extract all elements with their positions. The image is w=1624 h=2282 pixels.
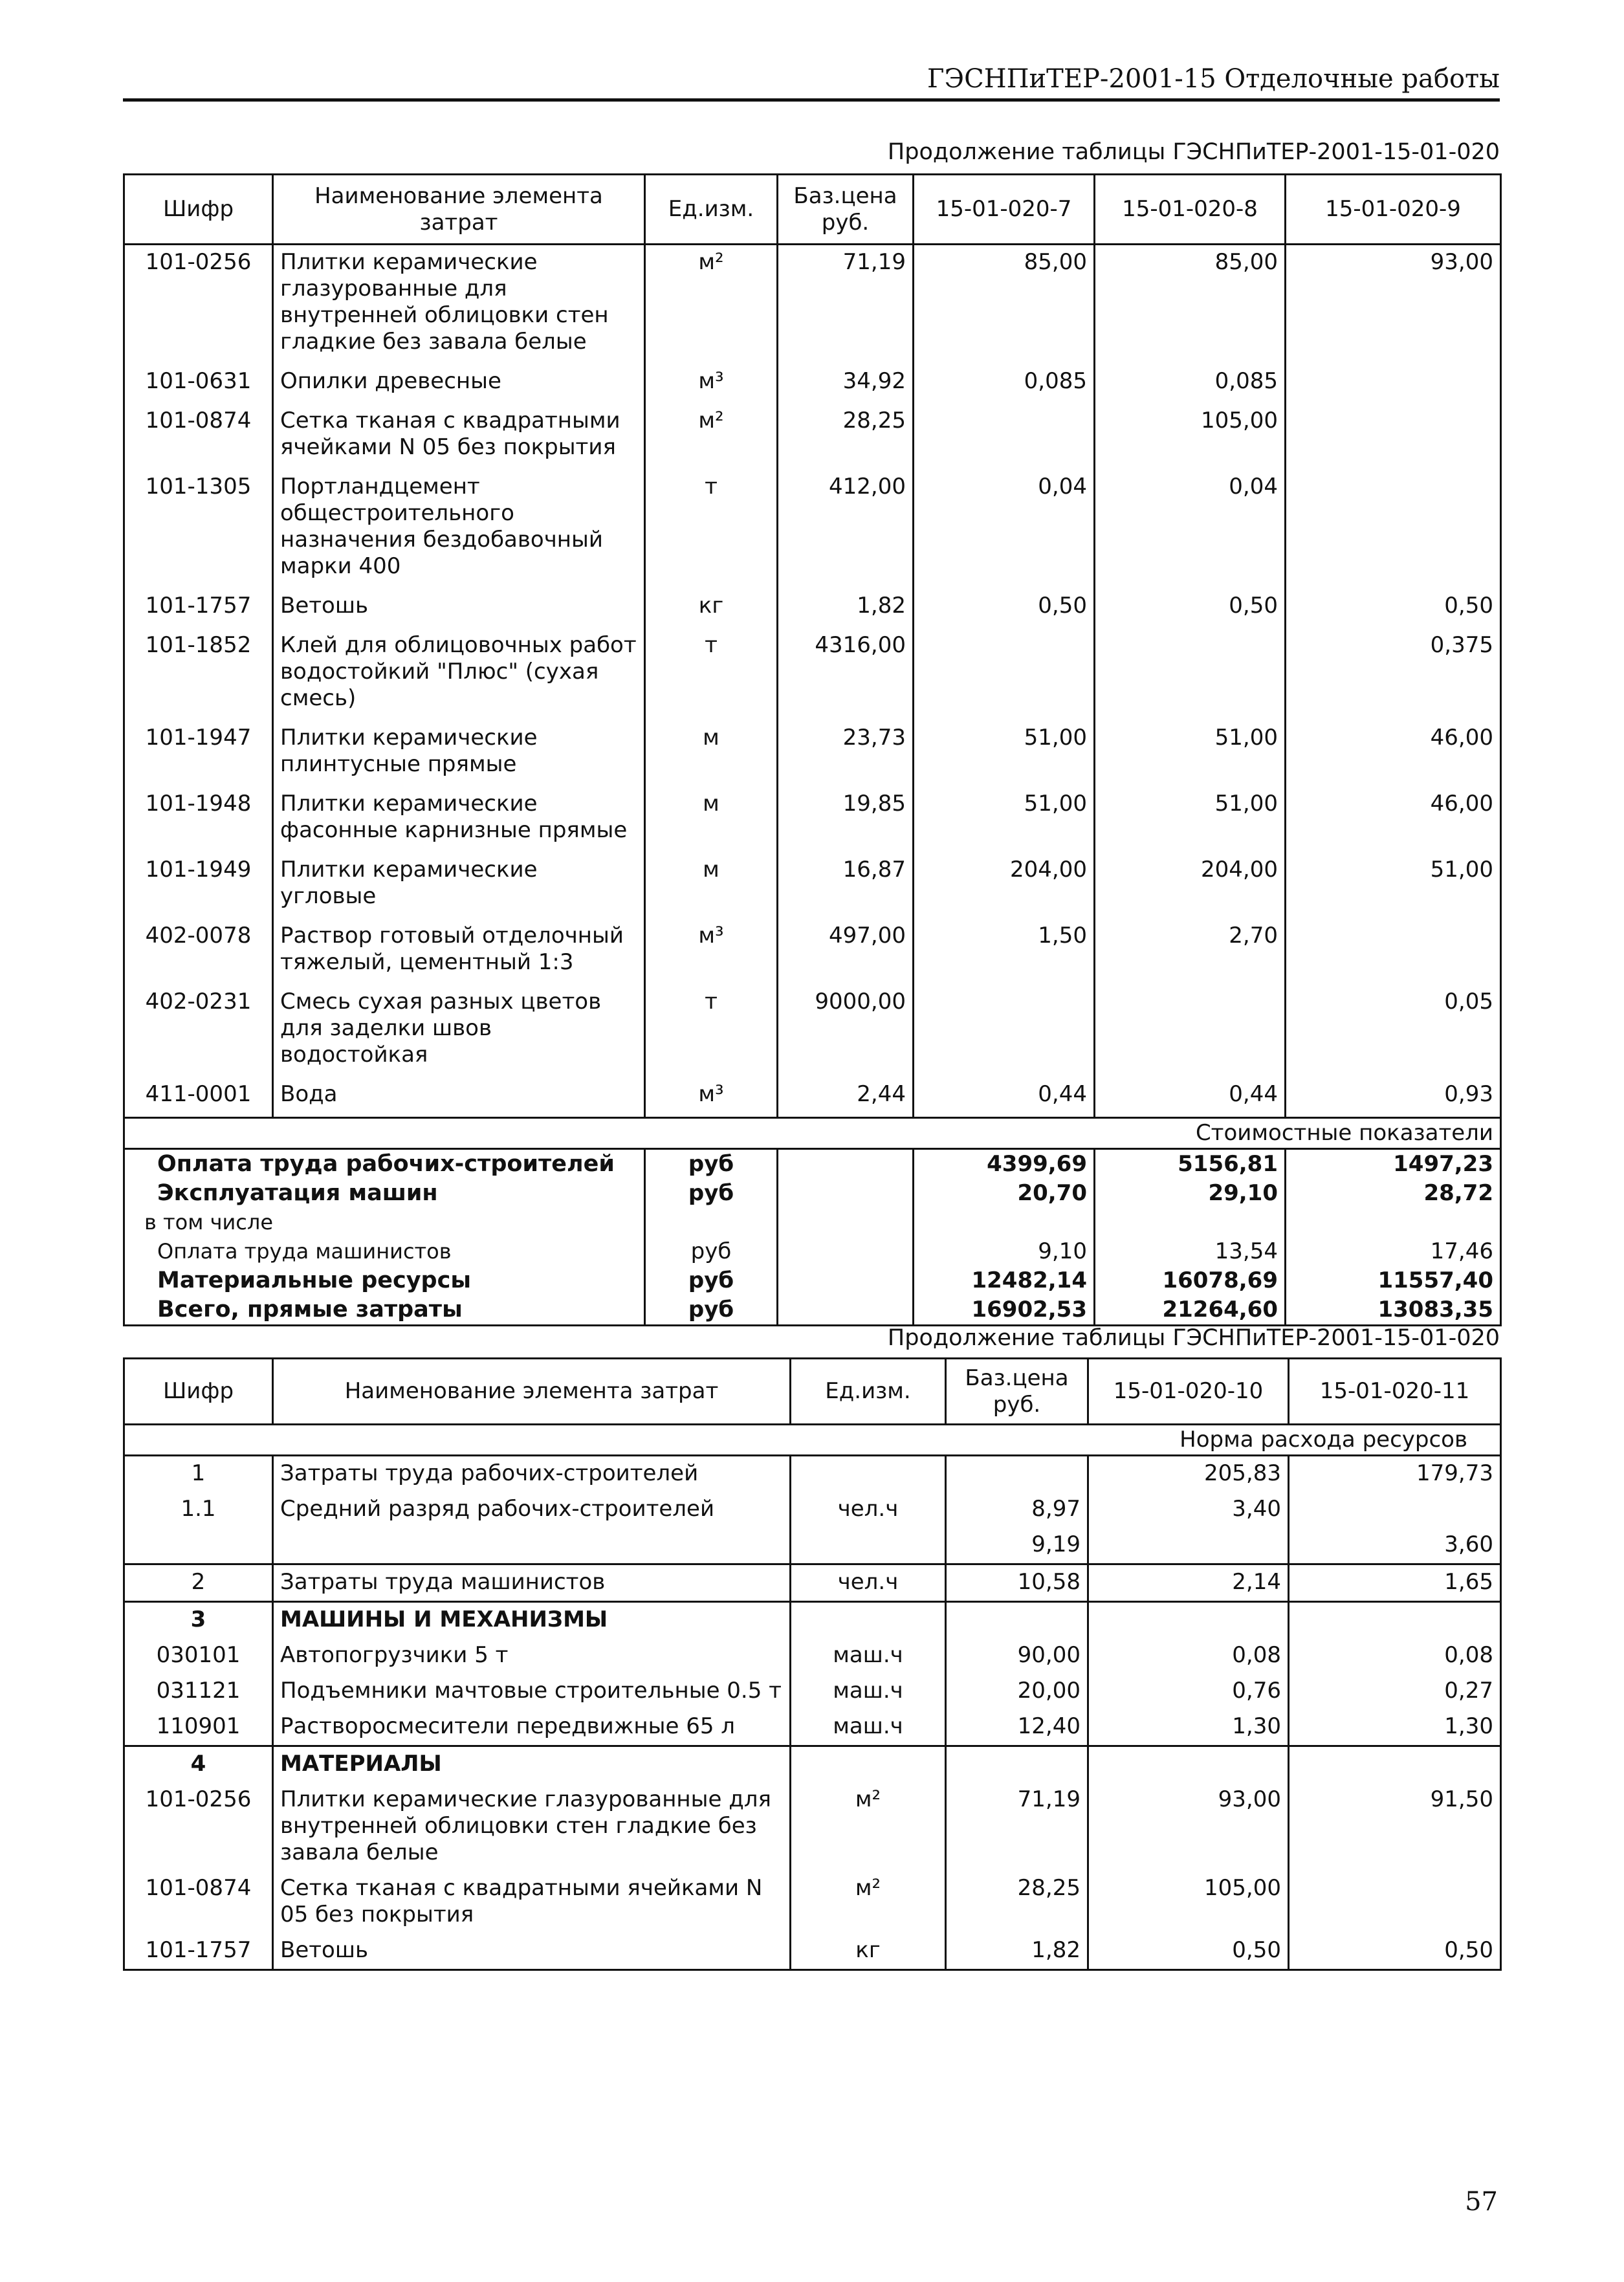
summary-value: 17,46 [1286, 1237, 1501, 1266]
resource-unit: чел.ч [791, 1492, 946, 1528]
resource-unit: кг [645, 589, 778, 628]
table-row [124, 1746, 1501, 1783]
norm-value: 105,00 [1088, 1871, 1289, 1933]
summary-value [1286, 1208, 1501, 1237]
resource-code: 110901 [124, 1709, 273, 1746]
norm-value [1289, 1871, 1501, 1933]
summary-value: 9,10 [914, 1237, 1095, 1266]
base-price: 90,00 [946, 1638, 1088, 1674]
table-row [124, 1492, 1501, 1528]
column-header-norm-7: 15-01-020-7 [914, 175, 1095, 245]
resource-name: Вода [273, 1077, 645, 1118]
table2-caption: Продолжение таблицы ГЭСНПиТЕР-2001-15-01-020 [887, 1325, 1500, 1351]
table1-caption: Продолжение таблицы ГЭСНПиТЕР-2001-15-01-020 [887, 139, 1500, 165]
resource-name: Автопогрузчики 5 т [273, 1638, 791, 1674]
resource-unit [791, 1746, 946, 1783]
resource-unit: м² [791, 1783, 946, 1871]
norm-value: 2,70 [1095, 919, 1286, 985]
norm-value [914, 628, 1095, 721]
norm-value [1286, 404, 1501, 470]
resource-name [273, 1528, 791, 1564]
norm-value: 0,375 [1286, 628, 1501, 721]
norm-value: 0,27 [1289, 1674, 1501, 1709]
base-price: 497,00 [778, 919, 914, 985]
resource-code: 101-1949 [124, 853, 273, 919]
norm-value: 1,30 [1289, 1709, 1501, 1746]
norm-value: 51,00 [1286, 853, 1501, 919]
summary-value [914, 1208, 1095, 1237]
base-price [946, 1746, 1088, 1783]
summary-unit [645, 1208, 778, 1237]
summary-value: 21264,60 [1095, 1295, 1286, 1326]
empty-cell [778, 1208, 914, 1237]
norm-value: 2,14 [1088, 1564, 1289, 1602]
page-header [123, 60, 1500, 102]
resource-name: Смесь сухая разных цветов для заделки швов водостойкая [273, 985, 645, 1077]
table-row [124, 919, 1501, 985]
resource-name: Раствор готовый отделочный тяжелый, цементный 1:3 [273, 919, 645, 985]
base-price: 10,58 [946, 1564, 1088, 1602]
base-price: 1,82 [946, 1933, 1088, 1970]
resource-code: 1 [124, 1456, 273, 1493]
norm-value [914, 985, 1095, 1077]
column-header-unit: Ед.изм. [645, 175, 778, 245]
resource-code: 101-0256 [124, 1783, 273, 1871]
summary-value: 16078,69 [1095, 1266, 1286, 1295]
norm-value: 3,60 [1289, 1528, 1501, 1564]
table-row [124, 853, 1501, 919]
table-row [124, 589, 1501, 628]
norm-value [1088, 1746, 1289, 1783]
norm-value: 0,76 [1088, 1674, 1289, 1709]
norm-value: 46,00 [1286, 721, 1501, 787]
norm-value: 0,08 [1289, 1638, 1501, 1674]
base-price: 2,44 [778, 1077, 914, 1118]
summary-label: Материальные ресурсы [124, 1266, 645, 1295]
resource-unit [791, 1528, 946, 1564]
resource-unit: м³ [645, 919, 778, 985]
norm-value: 85,00 [914, 245, 1095, 365]
base-price: 71,19 [946, 1783, 1088, 1871]
summary-value: 29,10 [1095, 1179, 1286, 1208]
norm-value: 0,04 [914, 470, 1095, 589]
resource-code: 4 [124, 1746, 273, 1783]
resource-name: Подъемники мачтовые строительные 0.5 т [273, 1674, 791, 1709]
norm-value [1286, 919, 1501, 985]
empty-cell [778, 1237, 914, 1266]
base-price: 8,97 [946, 1492, 1088, 1528]
norm-value: 179,73 [1289, 1456, 1501, 1493]
summary-row [124, 1179, 1501, 1208]
section-row [124, 1118, 1501, 1149]
norm-value: 0,50 [1088, 1933, 1289, 1970]
summary-label: Всего, прямые затраты [124, 1295, 645, 1326]
column-header-base-price: Баз.цена руб. [778, 175, 914, 245]
base-price: 412,00 [778, 470, 914, 589]
resource-unit: маш.ч [791, 1638, 946, 1674]
norm-value: 0,05 [1286, 985, 1501, 1077]
table-row [124, 1602, 1501, 1639]
resource-code: 030101 [124, 1638, 273, 1674]
norm-value: 93,00 [1088, 1783, 1289, 1871]
column-header-norm-9: 15-01-020-9 [1286, 175, 1501, 245]
column-header-unit: Ед.изм. [791, 1359, 946, 1425]
page-number: 57 [1465, 2187, 1498, 2217]
summary-label: Эксплуатация машин [124, 1179, 645, 1208]
norm-value: 0,08 [1088, 1638, 1289, 1674]
resource-name: Затраты труда машинистов [273, 1564, 791, 1602]
base-price: 4316,00 [778, 628, 914, 721]
resource-name: Плитки керамические плинтусные прямые [273, 721, 645, 787]
resource-code: 031121 [124, 1674, 273, 1709]
resource-name: МАШИНЫ И МЕХАНИЗМЫ [273, 1602, 791, 1639]
resource-code: 101-0631 [124, 364, 273, 404]
norm-value [1289, 1746, 1501, 1783]
summary-unit: руб [645, 1237, 778, 1266]
norm-value: 1,30 [1088, 1709, 1289, 1746]
norm-value: 0,50 [914, 589, 1095, 628]
norm-value [1286, 470, 1501, 589]
summary-row [124, 1266, 1501, 1295]
resource-code: 1.1 [124, 1492, 273, 1528]
resource-name: Ветошь [273, 589, 645, 628]
column-header-name: Наименование элемента затрат [273, 175, 645, 245]
table-row [124, 470, 1501, 589]
resource-unit [791, 1456, 946, 1493]
summary-row [124, 1149, 1501, 1179]
resource-name: Плитки керамические глазурованные для внутренней облицовки стен гладкие без завала белые [273, 1783, 791, 1871]
base-price: 71,19 [778, 245, 914, 365]
norm-value [1286, 364, 1501, 404]
table-row [124, 1933, 1501, 1970]
resource-unit: м³ [645, 1077, 778, 1118]
summary-label: Оплата труда машинистов [124, 1237, 645, 1266]
norm-value: 51,00 [914, 787, 1095, 853]
norm-value: 46,00 [1286, 787, 1501, 853]
resource-code: 101-0874 [124, 1871, 273, 1933]
resource-table-2 [123, 1357, 1502, 1971]
norm-value: 51,00 [1095, 721, 1286, 787]
norm-value: 91,50 [1289, 1783, 1501, 1871]
resource-name: Плитки керамические фасонные карнизные прямые [273, 787, 645, 853]
norm-value: 105,00 [1095, 404, 1286, 470]
summary-row [124, 1237, 1501, 1266]
norm-value: 3,40 [1088, 1492, 1289, 1528]
resource-name: Сетка тканая с квадратными ячейками N 05 без покрытия [273, 404, 645, 470]
table-row [124, 1871, 1501, 1933]
base-price: 20,00 [946, 1674, 1088, 1709]
resource-name: Затраты труда рабочих-строителей [273, 1456, 791, 1493]
summary-unit: руб [645, 1149, 778, 1179]
norm-value: 204,00 [914, 853, 1095, 919]
summary-unit: руб [645, 1179, 778, 1208]
base-price [946, 1456, 1088, 1493]
resource-table-1 [123, 173, 1502, 1326]
column-header-code: Шифр [124, 1359, 273, 1425]
base-price: 9000,00 [778, 985, 914, 1077]
norm-value: 0,085 [914, 364, 1095, 404]
norm-value: 0,50 [1286, 589, 1501, 628]
summary-row [124, 1295, 1501, 1326]
norm-value: 205,83 [1088, 1456, 1289, 1493]
resource-name: Плитки керамические угловые [273, 853, 645, 919]
summary-value: 4399,69 [914, 1149, 1095, 1179]
resource-unit [791, 1602, 946, 1639]
summary-value: 1497,23 [1286, 1149, 1501, 1179]
norm-value [1088, 1528, 1289, 1564]
resource-unit: м [645, 721, 778, 787]
norm-value: 1,50 [914, 919, 1095, 985]
base-price: 28,25 [778, 404, 914, 470]
resource-code: 2 [124, 1564, 273, 1602]
resource-unit: м² [645, 404, 778, 470]
summary-value [1095, 1208, 1286, 1237]
summary-value: 11557,40 [1286, 1266, 1501, 1295]
summary-row [124, 1208, 1501, 1237]
resource-unit: м³ [645, 364, 778, 404]
table-row [124, 1783, 1501, 1871]
resource-name: МАТЕРИАЛЫ [273, 1746, 791, 1783]
norm-value: 51,00 [1095, 787, 1286, 853]
resource-code: 101-1305 [124, 470, 273, 589]
table-row [124, 1564, 1501, 1602]
resource-name: Растворосмесители передвижные 65 л [273, 1709, 791, 1746]
table-row [124, 628, 1501, 721]
table-row [124, 1638, 1501, 1674]
table-row [124, 787, 1501, 853]
summary-value: 12482,14 [914, 1266, 1095, 1295]
summary-value: 16902,53 [914, 1295, 1095, 1326]
resource-code: 3 [124, 1602, 273, 1639]
resource-code: 101-1852 [124, 628, 273, 721]
empty-cell [778, 1149, 914, 1179]
table-row [124, 985, 1501, 1077]
resource-unit: м [645, 787, 778, 853]
norm-value: 0,44 [1095, 1077, 1286, 1118]
table-row [124, 1528, 1501, 1564]
norm-value: 0,50 [1289, 1933, 1501, 1970]
table-row [124, 364, 1501, 404]
summary-label: в том числе [124, 1208, 645, 1237]
summary-label: Оплата труда рабочих-строителей [124, 1149, 645, 1179]
table-row [124, 721, 1501, 787]
table-row [124, 404, 1501, 470]
summary-unit: руб [645, 1295, 778, 1326]
empty-cell [778, 1179, 914, 1208]
resource-code: 101-1757 [124, 589, 273, 628]
resource-code: 402-0231 [124, 985, 273, 1077]
summary-value: 5156,81 [1095, 1149, 1286, 1179]
norm-value [1088, 1602, 1289, 1639]
summary-unit: руб [645, 1266, 778, 1295]
column-header-name: Наименование элемента затрат [273, 1359, 791, 1425]
base-price: 9,19 [946, 1528, 1088, 1564]
column-header-norm-8: 15-01-020-8 [1095, 175, 1286, 245]
resource-unit: м² [791, 1871, 946, 1933]
resource-name: Клей для облицовочных работ водостойкий "Плюс" (сухая смесь) [273, 628, 645, 721]
resource-name: Плитки керамические глазурованные для внутренней облицовки стен гладкие без завала белые [273, 245, 645, 365]
resource-unit: маш.ч [791, 1709, 946, 1746]
norm-value [1289, 1602, 1501, 1639]
empty-cell [778, 1266, 914, 1295]
resource-code: 101-1757 [124, 1933, 273, 1970]
summary-value: 20,70 [914, 1179, 1095, 1208]
norm-value: 93,00 [1286, 245, 1501, 365]
table-row [124, 1709, 1501, 1746]
resource-unit: т [645, 628, 778, 721]
table-row [124, 1077, 1501, 1118]
resource-unit: м [645, 853, 778, 919]
resource-code: 101-0874 [124, 404, 273, 470]
base-price: 19,85 [778, 787, 914, 853]
norm-value: 0,50 [1095, 589, 1286, 628]
section-row [124, 1425, 1501, 1456]
document-title: ГЭСНПиТЕР-2001-15 Отделочные работы [927, 64, 1500, 94]
resource-unit: маш.ч [791, 1674, 946, 1709]
column-header-norm-10: 15-01-020-10 [1088, 1359, 1289, 1425]
summary-value: 13083,35 [1286, 1295, 1501, 1326]
resource-unit: т [645, 470, 778, 589]
resource-code: 402-0078 [124, 919, 273, 985]
norm-value [914, 404, 1095, 470]
resource-code [124, 1528, 273, 1564]
resource-name: Средний разряд рабочих-строителей [273, 1492, 791, 1528]
base-price: 12,40 [946, 1709, 1088, 1746]
column-header-base-price: Баз.цена руб. [946, 1359, 1088, 1425]
table-row [124, 245, 1501, 365]
base-price: 34,92 [778, 364, 914, 404]
norm-value: 0,44 [914, 1077, 1095, 1118]
table-row [124, 1674, 1501, 1709]
base-price: 28,25 [946, 1871, 1088, 1933]
base-price [946, 1602, 1088, 1639]
resource-unit: м² [645, 245, 778, 365]
resource-code: 101-0256 [124, 245, 273, 365]
base-price: 23,73 [778, 721, 914, 787]
resource-name: Сетка тканая с квадратными ячейками N 05 без покрытия [273, 1871, 791, 1933]
norm-value: 85,00 [1095, 245, 1286, 365]
empty-cell [778, 1295, 914, 1326]
resource-unit: чел.ч [791, 1564, 946, 1602]
resource-name: Опилки древесные [273, 364, 645, 404]
resource-name: Ветошь [273, 1933, 791, 1970]
resource-name: Портландцемент общестроительного назначения бездобавочный марки 400 [273, 470, 645, 589]
resource-code: 411-0001 [124, 1077, 273, 1118]
norm-value: 0,93 [1286, 1077, 1501, 1118]
norm-value [1095, 628, 1286, 721]
summary-value: 13,54 [1095, 1237, 1286, 1266]
norm-value: 0,085 [1095, 364, 1286, 404]
norm-value [1095, 985, 1286, 1077]
section-label: Стоимостные показатели [124, 1118, 1501, 1149]
resource-unit: т [645, 985, 778, 1077]
summary-value: 28,72 [1286, 1179, 1501, 1208]
norm-value: 51,00 [914, 721, 1095, 787]
resource-code: 101-1948 [124, 787, 273, 853]
section-label: Норма расхода ресурсов [124, 1425, 1501, 1456]
column-header-norm-11: 15-01-020-11 [1289, 1359, 1501, 1425]
table-row [124, 1456, 1501, 1493]
base-price: 1,82 [778, 589, 914, 628]
column-header-code: Шифр [124, 175, 273, 245]
resource-code: 101-1947 [124, 721, 273, 787]
resource-unit: кг [791, 1933, 946, 1970]
base-price: 16,87 [778, 853, 914, 919]
norm-value: 1,65 [1289, 1564, 1501, 1602]
norm-value: 0,04 [1095, 470, 1286, 589]
norm-value: 204,00 [1095, 853, 1286, 919]
norm-value [1289, 1492, 1501, 1528]
